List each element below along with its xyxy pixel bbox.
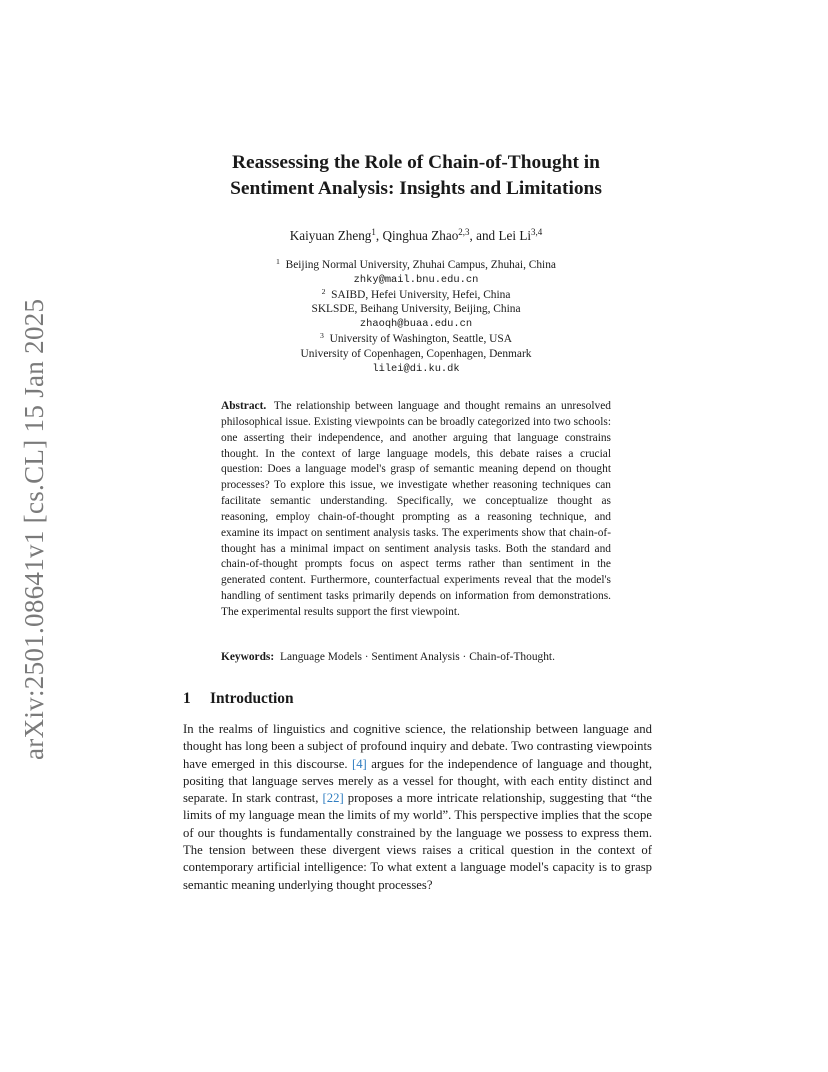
abstract-text: The relationship between language and thought remains an unresolved philosophical issue. Existing viewpoints can be broadly categorized into two schools: one asserting their independence, and another arguing that language constrains thought. In the context of large language models, this debate raises a crucial question: Does a language model's grasp of semantic meaning depend on thought processes? To explore this issue, we investigate whether reasoning techniques can facilitate semantic understanding. Specifically, we conceptualize thought as reasoning, employ chain-of-thought prompting as a reasoning technique, and examine its impact on sentiment analysis tasks. The experiments show that chain-of-thought has a minimal impact on sentiment analysis tasks. Both the standard and chain-of-thought prompts focus on aspect terms rather than sentiment in the generated content. Furthermore, counterfactual experiments reveal that the model's handling of sentiment tasks primarily depends on information from demonstrations. The experimental results support the first viewpoint. — [221, 400, 611, 618]
affiliations — [183, 258, 649, 376]
author-list — [183, 228, 649, 244]
author-affiliation-mark: 3,4 — [531, 227, 543, 238]
paper-title — [183, 150, 649, 202]
section-heading — [183, 690, 294, 708]
abstract-label: Abstract. — [221, 400, 267, 412]
affiliation-email[interactable]: zhky@mail.bnu.edu.cn — [353, 273, 479, 286]
intro-text: In the realms of linguistics and cognitive science, the relationship between language and thought has long been a subject of profound inquiry and debate. Two contrasting viewpoints have emerged in this discourse. — [183, 722, 652, 771]
author-affiliation-mark: 2,3 — [458, 227, 470, 238]
intro-paragraph — [183, 721, 652, 894]
affiliation-mark: 2 — [321, 286, 326, 296]
section-number: 1 — [183, 690, 191, 707]
keywords-label: Keywords: — [221, 651, 275, 663]
citation-link[interactable]: [4] — [351, 756, 367, 771]
citation-link[interactable]: [22] — [322, 791, 344, 806]
affiliation-text: SKLSDE, Beihang University, Beijing, China — [311, 303, 521, 316]
author-name: Kaiyuan Zheng — [289, 228, 372, 243]
author-name: Lei Li — [498, 228, 532, 243]
affiliation-2 — [183, 288, 649, 303]
affiliation-text: SAIBD, Hefei University, Hefei, China — [331, 288, 511, 301]
abstract — [221, 399, 611, 621]
intro-text: proposes a more intricate relationship, suggesting that “the limits of my language mean the limits of my world”. This perspective implies that the scope of our thoughts is fundamentally constrained by the language we possess to express them. The tension between these divergent views raises a critical question in the context of contemporary artificial intelligence: To what extent a language model's capacity is to grasp semantic meaning underlying thought processes? — [183, 791, 653, 892]
title-line-2: Sentiment Analysis: Insights and Limitations — [230, 178, 602, 199]
author-name: Qinghua Zhao — [382, 228, 459, 243]
affiliation-text: University of Copenhagen, Copenhagen, Denmark — [300, 347, 532, 360]
keywords-text: Language Models · Sentiment Analysis · Chain-of-Thought. — [280, 651, 555, 663]
author-separator: , and — [469, 228, 499, 243]
title-line-1: Reassessing the Role of Chain-of-Thought in — [232, 152, 600, 173]
affiliation-mark: 3 — [320, 330, 324, 340]
keywords — [221, 651, 621, 663]
affiliation-mark: 1 — [276, 256, 280, 266]
affiliation-text: Beijing Normal University, Zhuhai Campus, Zhuhai, China — [285, 259, 556, 271]
intro-text: argues for the independence of language and thought, positing that language serves merely as a vessel for thought, with each entity distinct and separate. In stark contrast, — [183, 756, 652, 806]
affiliation-1 — [183, 258, 649, 273]
affiliation-email[interactable]: lilei@di.ku.dk — [372, 362, 460, 375]
affiliation-email[interactable]: zhaoqh@buaa.edu.cn — [359, 318, 473, 331]
author-affiliation-mark: 1 — [371, 227, 376, 238]
affiliation-3 — [183, 332, 649, 347]
arxiv-identifier: arXiv:2501.08641v1 [cs.CL] 15 Jan 2025 — [19, 298, 49, 760]
section-title: Introduction — [210, 690, 294, 707]
affiliation-text: University of Washington, Seattle, USA — [329, 332, 512, 345]
author-separator: , — [375, 228, 383, 243]
